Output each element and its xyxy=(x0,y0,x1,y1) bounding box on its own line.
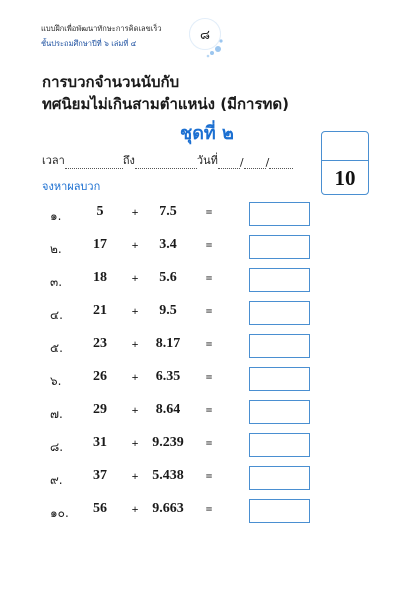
plus-sign: + xyxy=(131,337,139,351)
equals-sign: = xyxy=(205,238,213,252)
problem-number: ๓. xyxy=(50,275,63,289)
addend-b: 3.4 xyxy=(159,237,177,252)
addend-b: 5.438 xyxy=(152,468,184,483)
answer-box[interactable] xyxy=(249,301,310,325)
problem-row xyxy=(0,499,411,525)
addend-b: 9.239 xyxy=(152,435,184,450)
start-time-field[interactable] xyxy=(65,158,123,169)
problem-number: ๙. xyxy=(50,473,63,487)
addend-a: 37 xyxy=(93,468,107,483)
answer-box[interactable] xyxy=(249,235,310,259)
equals-sign: = xyxy=(205,205,213,219)
addend-b: 9.663 xyxy=(152,501,184,516)
plus-sign: + xyxy=(131,469,139,483)
problem-number: ๒. xyxy=(50,242,62,256)
addend-b: 7.5 xyxy=(159,204,177,219)
addend-b: 8.17 xyxy=(155,336,181,351)
problem-row xyxy=(0,466,411,492)
addend-a: 21 xyxy=(93,303,107,318)
score-box xyxy=(321,131,369,195)
plus-sign: + xyxy=(131,205,139,219)
problem-row xyxy=(0,202,411,228)
plus-sign: + xyxy=(131,403,139,417)
equals-sign: = xyxy=(205,469,213,483)
addend-b: 8.64 xyxy=(155,402,181,417)
problem-number: ๕. xyxy=(50,341,63,355)
plus-sign: + xyxy=(131,238,139,252)
plus-sign: + xyxy=(131,271,139,285)
answer-box[interactable] xyxy=(249,433,310,457)
equals-sign: = xyxy=(205,436,213,450)
equals-sign: = xyxy=(205,502,213,516)
answer-box[interactable] xyxy=(249,400,310,424)
addend-a: 17 xyxy=(93,237,107,252)
title-line-2: ทศนิยมไม่เกินสามตำแหน่ง (มีการทด) xyxy=(42,95,290,113)
score-value: 10 xyxy=(334,166,356,190)
answer-box[interactable] xyxy=(249,202,310,226)
month-field[interactable] xyxy=(244,158,266,169)
equals-sign: = xyxy=(205,271,213,285)
header-line-2: ชั้นประถมศึกษาปีที่ ๖ เล่มที่ ๔ xyxy=(41,39,137,48)
problem-row xyxy=(0,334,411,360)
addend-a: 23 xyxy=(93,336,107,351)
answer-box[interactable] xyxy=(249,499,310,523)
addend-b: 9.5 xyxy=(159,303,177,318)
addend-a: 29 xyxy=(93,402,107,417)
addend-a: 31 xyxy=(93,435,107,450)
page-number: ๘ xyxy=(190,19,220,49)
equals-sign: = xyxy=(205,337,213,351)
year-field[interactable] xyxy=(269,158,293,169)
equals-sign: = xyxy=(205,403,213,417)
addend-b: 6.35 xyxy=(155,369,181,384)
problem-row xyxy=(0,433,411,459)
problem-row xyxy=(0,400,411,426)
equals-sign: = xyxy=(205,304,213,318)
date-slash-1: / xyxy=(239,156,244,169)
plus-sign: + xyxy=(131,370,139,384)
addend-a: 26 xyxy=(93,369,107,384)
problem-row xyxy=(0,268,411,294)
problem-row xyxy=(0,235,411,261)
instruction: จงหาผลบวก xyxy=(42,180,101,193)
title-line-1: การบวกจำนวนนับกับ xyxy=(42,73,180,91)
problem-number: ๗. xyxy=(50,407,63,421)
date-label: วันที่ xyxy=(196,154,218,167)
score-divider xyxy=(322,160,368,161)
answer-box[interactable] xyxy=(249,466,310,490)
answer-box[interactable] xyxy=(249,334,310,358)
addend-a: 18 xyxy=(93,270,107,285)
problem-row xyxy=(0,301,411,327)
equals-sign: = xyxy=(205,370,213,384)
header-line-1: แบบฝึกเพื่อพัฒนาทักษะการคิดเลขเร็ว xyxy=(41,24,162,33)
addend-a: 5 xyxy=(96,204,104,219)
problem-number: ๑๐. xyxy=(50,506,69,520)
set-title: ชุดที่ ๒ xyxy=(180,123,234,144)
end-time-field[interactable] xyxy=(135,158,197,169)
plus-sign: + xyxy=(131,502,139,516)
time-label: เวลา xyxy=(42,154,65,167)
addend-b: 5.6 xyxy=(159,270,177,285)
plus-sign: + xyxy=(131,436,139,450)
meta-row xyxy=(42,151,316,169)
to-label: ถึง xyxy=(122,154,135,167)
answer-box[interactable] xyxy=(249,268,310,292)
day-field[interactable] xyxy=(218,158,240,169)
plus-sign: + xyxy=(131,304,139,318)
problem-number: ๖. xyxy=(50,374,62,388)
answer-box[interactable] xyxy=(249,367,310,391)
problem-number: ๘. xyxy=(50,440,64,454)
problem-row xyxy=(0,367,411,393)
problem-number: ๑. xyxy=(50,209,62,223)
date-slash-2: / xyxy=(265,156,270,169)
problem-number: ๔. xyxy=(50,308,63,322)
addend-a: 56 xyxy=(93,501,107,516)
